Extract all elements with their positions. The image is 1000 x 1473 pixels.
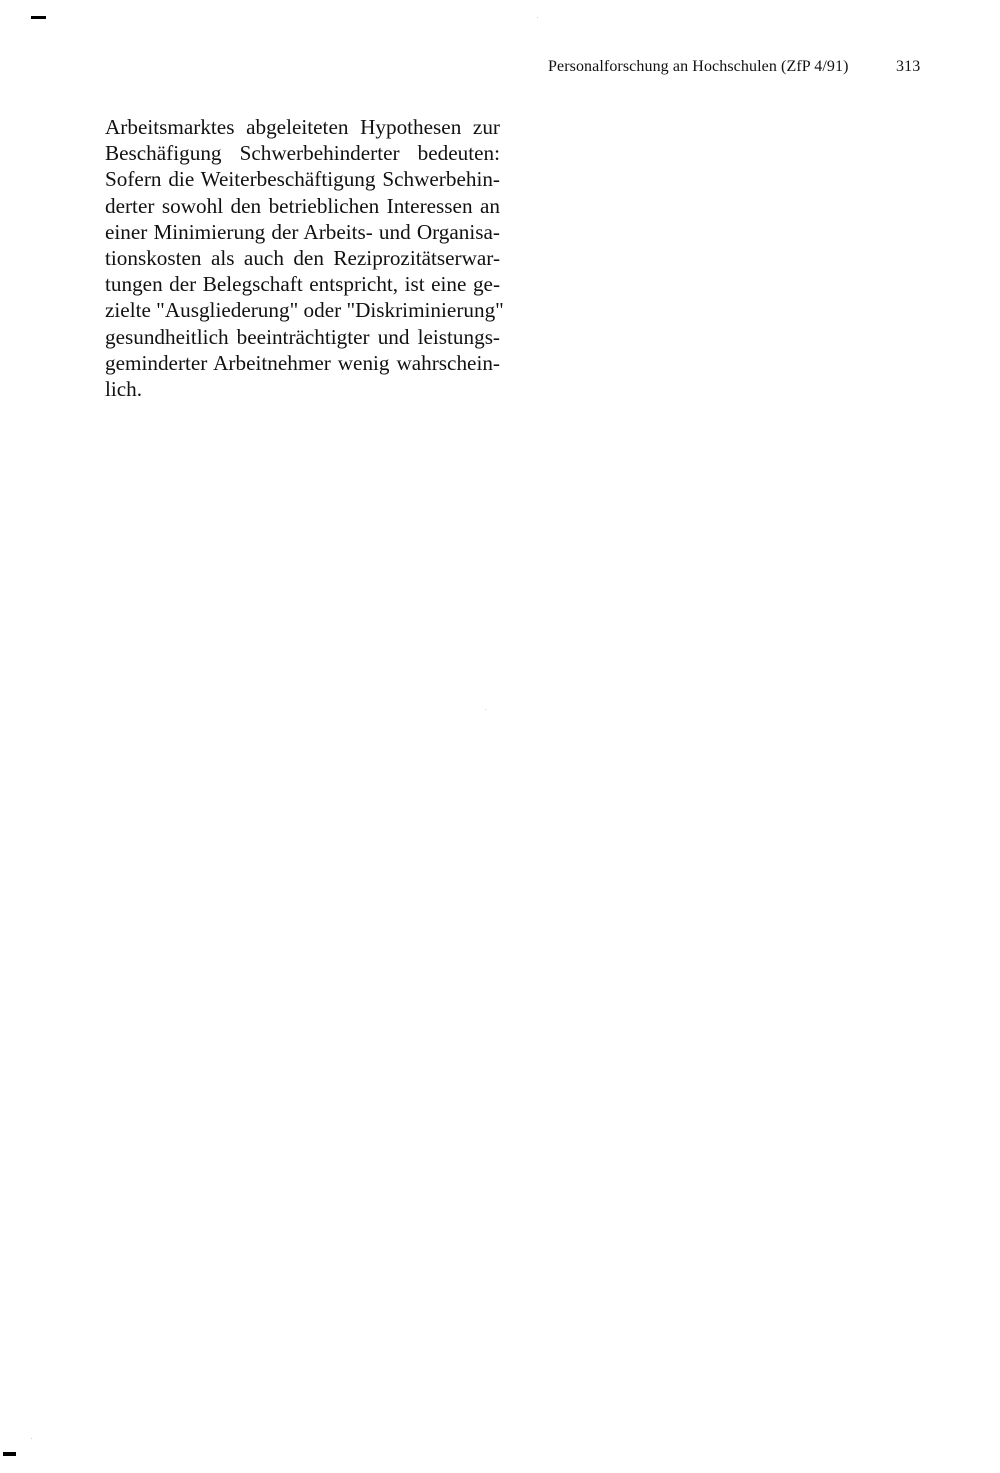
running-title: Personalforschung an Hochschulen (ZfP 4/91) <box>548 58 849 75</box>
body-line: geminderter Arbeitnehmer wenig wahrschein- <box>105 350 500 375</box>
body-line: gesundheitlich beeinträchtigter und leistungs- <box>105 324 500 349</box>
body-line: tionskosten als auch den Reziprozitätserwar- <box>105 245 500 270</box>
scan-mark-top <box>31 16 46 19</box>
body-paragraph <box>105 114 504 402</box>
body-line: einer Minimierung der Arbeits- und Organisa- <box>105 219 500 244</box>
page-number: 313 <box>896 58 921 75</box>
body-line: Sofern die Weiterbeschäftigung Schwerbehin- <box>105 167 500 192</box>
scan-speck <box>537 17 538 18</box>
body-line: tungen der Belegschaft entspricht, ist eine ge- <box>105 272 500 297</box>
body-line: derter sowohl den betrieblichen Interessen an <box>105 193 500 218</box>
body-line: Arbeitsmarktes abgeleiteten Hypothesen zur <box>105 115 500 139</box>
body-line: zielte "Ausgliederung" oder "Diskriminierung" <box>105 298 504 323</box>
scan-mark-bottom <box>3 1452 16 1456</box>
scan-speck <box>31 1438 32 1439</box>
body-line: Beschäfigung Schwerbehinderter bedeuten: <box>105 141 500 166</box>
body-line: lich. <box>105 376 143 401</box>
running-header <box>548 58 928 82</box>
scan-speck <box>485 709 486 710</box>
